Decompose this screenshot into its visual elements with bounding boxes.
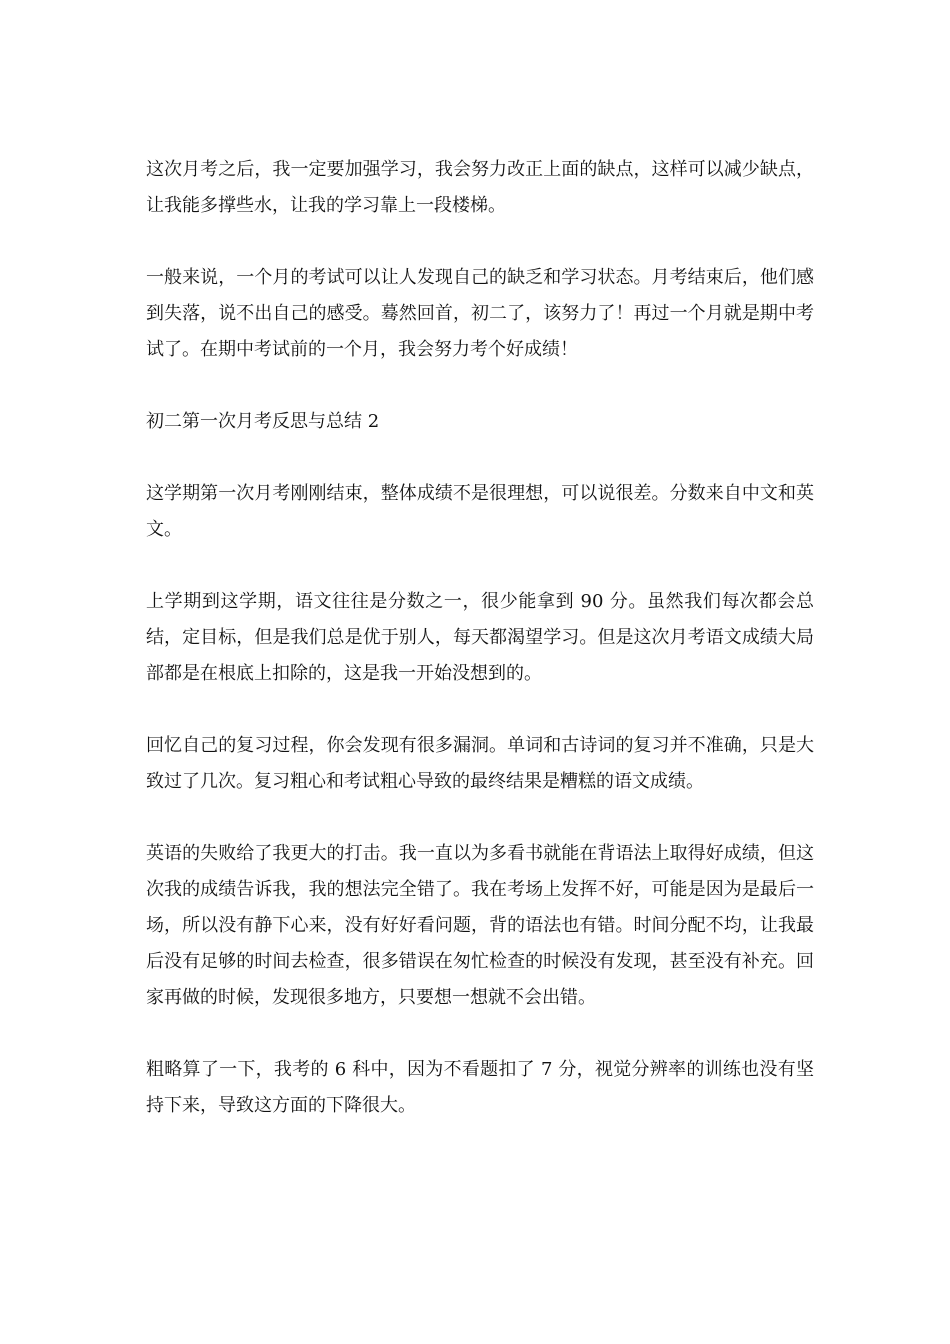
paragraph-4: 上学期到这学期，语文往往是分数之一，很少能拿到 90 分。虽然我们每次都会总结，定目标，但是我们总是优于别人，每天都渴望学习。但是这次月考语文成绩大局部都是在根底上扣除的，这是我一开始没想到的。 [146, 591, 814, 684]
paragraph-3: 这学期第一次月考刚刚结束，整体成绩不是很理想，可以说很差。分数来自中文和英文。 [146, 483, 814, 540]
paragraph-7: 粗略算了一下，我考的 6 科中，因为不看题扣了 7 分，视觉分辨率的训练也没有坚持下来，导致这方面的下降很大。 [146, 1059, 814, 1116]
document-body [146, 152, 814, 1160]
paragraph-5: 回忆自己的复习过程，你会发现有很多漏洞。单词和古诗词的复习并不准确，只是大致过了几次。复习粗心和考试粗心导致的最终结果是糟糕的语文成绩。 [146, 735, 814, 792]
paragraph-2: 一般来说，一个月的考试可以让人发现自己的缺乏和学习状态。月考结束后，他们感到失落，说不出自己的感受。蓦然回首，初二了，该努力了！再过一个月就是期中考试了。在期中考试前的一个月，我会努力考个好成绩！ [146, 267, 814, 360]
section-heading: 初二第一次月考反思与总结 2 [146, 411, 380, 432]
paragraph-6: 英语的失败给了我更大的打击。我一直以为多看书就能在背语法上取得好成绩，但这次我的成绩告诉我，我的想法完全错了。我在考场上发挥不好，可能是因为是最后一场，所以没有静下心来，没有好好看问题，背的语法也有错。时间分配不均，让我最后没有足够的时间去检查，很多错误在匆忙检查的时候没有发现，甚至没有补充。回家再做的时候，发现很多地方，只要想一想就不会出错。 [146, 843, 814, 1008]
paragraph-1: 这次月考之后，我一定要加强学习，我会努力改正上面的缺点，这样可以减少缺点，让我能多撑些水，让我的学习靠上一段楼梯。 [146, 159, 814, 216]
